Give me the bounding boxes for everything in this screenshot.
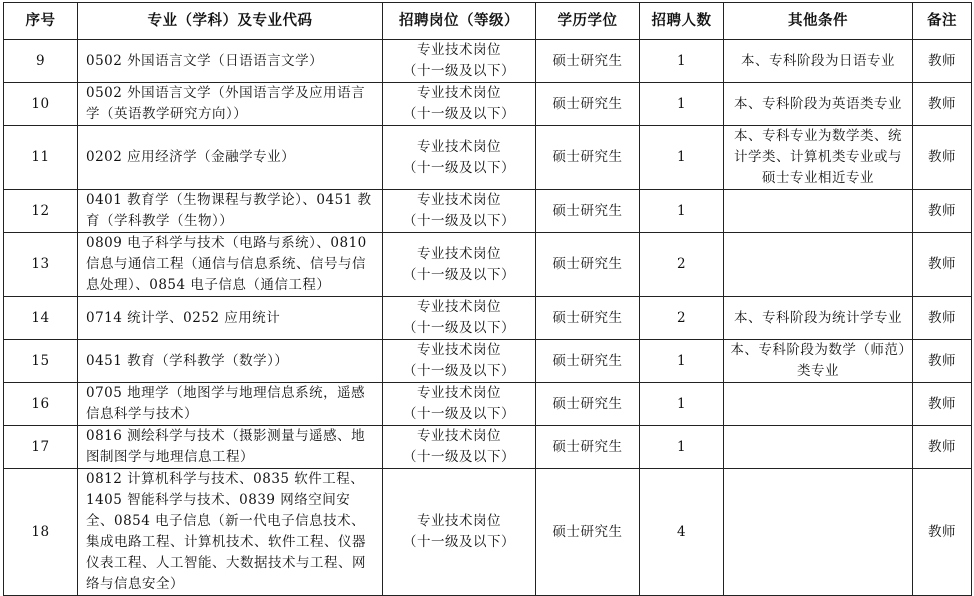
header-degree: 学历学位 <box>536 3 640 40</box>
table-row <box>4 190 972 233</box>
table-row <box>4 83 972 126</box>
row-conditions <box>724 383 913 426</box>
row-post: 专业技术岗位 （十一级及以下） <box>383 383 536 426</box>
row-major: 0502 外国语言文学（外国语言学及应用语言学（英语教学研究方向）） <box>78 83 383 126</box>
row-post: 专业技术岗位 （十一级及以下） <box>383 297 536 340</box>
row-post: 专业技术岗位 （十一级及以下） <box>383 190 536 233</box>
row-no: 11 <box>4 126 78 190</box>
header-row <box>4 3 972 40</box>
row-count: 1 <box>640 83 724 126</box>
row-conditions: 本、专科阶段为英语类专业 <box>724 83 913 126</box>
row-post: 专业技术岗位 （十一级及以下） <box>383 40 536 83</box>
row-major: 0816 测绘科学与技术（摄影测量与遥感、地图制图学与地理信息工程） <box>78 426 383 469</box>
row-count: 2 <box>640 233 724 297</box>
row-note: 教师 <box>913 40 972 83</box>
row-conditions: 本、专科专业为数学类、统计学类、计算机类专业或与硕士专业相近专业 <box>724 126 913 190</box>
row-post: 专业技术岗位 （十一级及以下） <box>383 469 536 596</box>
row-conditions: 本、专科阶段为统计学专业 <box>724 297 913 340</box>
row-conditions <box>724 426 913 469</box>
header-post: 招聘岗位（等级） <box>383 3 536 40</box>
row-no: 13 <box>4 233 78 297</box>
row-no: 14 <box>4 297 78 340</box>
table-row <box>4 126 972 190</box>
table-row <box>4 233 972 297</box>
recruitment-table <box>3 2 972 596</box>
row-count: 1 <box>640 340 724 383</box>
row-no: 9 <box>4 40 78 83</box>
row-degree: 硕士研究生 <box>536 40 640 83</box>
row-note: 教师 <box>913 233 972 297</box>
row-count: 4 <box>640 469 724 596</box>
table-row <box>4 469 972 596</box>
row-count: 1 <box>640 40 724 83</box>
row-note: 教师 <box>913 426 972 469</box>
row-major: 0451 教育（学科教学（数学）） <box>78 340 383 383</box>
row-note: 教师 <box>913 190 972 233</box>
row-degree: 硕士研究生 <box>536 297 640 340</box>
row-note: 教师 <box>913 83 972 126</box>
row-conditions: 本、专科阶段为数学（师范）类专业 <box>724 340 913 383</box>
row-major: 0502 外国语言文学（日语语言文学） <box>78 40 383 83</box>
row-no: 10 <box>4 83 78 126</box>
row-no: 16 <box>4 383 78 426</box>
row-major: 0401 教育学（生物课程与教学论）、0451 教育（学科教学（生物）） <box>78 190 383 233</box>
row-major: 0812 计算机科学与技术、0835 软件工程、1405 智能科学与技术、0839 网络空间安全、0854 电子信息（新一代电子信息技术、集成电路工程、计算机技术、软件工程、仪器仪表工程、人工智能、大数据技术与工程、网络与信息安全） <box>78 469 383 596</box>
row-post: 专业技术岗位 （十一级及以下） <box>383 233 536 297</box>
row-conditions <box>724 469 913 596</box>
row-note: 教师 <box>913 340 972 383</box>
row-no: 12 <box>4 190 78 233</box>
row-conditions <box>724 190 913 233</box>
header-major: 专业（学科）及专业代码 <box>78 3 383 40</box>
row-post: 专业技术岗位 （十一级及以下） <box>383 126 536 190</box>
row-count: 1 <box>640 190 724 233</box>
row-major: 0705 地理学（地图学与地理信息系统，遥感信息科学与技术） <box>78 383 383 426</box>
table-row <box>4 383 972 426</box>
row-count: 2 <box>640 297 724 340</box>
row-major: 0809 电子科学与技术（电路与系统）、0810 信息与通信工程（通信与信息系统、信号与信息处理）、0854 电子信息（通信工程） <box>78 233 383 297</box>
row-degree: 硕士研究生 <box>536 340 640 383</box>
row-degree: 硕士研究生 <box>536 83 640 126</box>
row-degree: 硕士研究生 <box>536 383 640 426</box>
row-degree: 硕士研究生 <box>536 126 640 190</box>
table-row <box>4 340 972 383</box>
row-note: 教师 <box>913 297 972 340</box>
row-degree: 硕士研究生 <box>536 190 640 233</box>
row-post: 专业技术岗位 （十一级及以下） <box>383 340 536 383</box>
row-count: 1 <box>640 126 724 190</box>
row-degree: 硕士研究生 <box>536 426 640 469</box>
row-conditions <box>724 233 913 297</box>
row-conditions: 本、专科阶段为日语专业 <box>724 40 913 83</box>
row-degree: 硕士研究生 <box>536 469 640 596</box>
row-note: 教师 <box>913 469 972 596</box>
row-major: 0202 应用经济学（金融学专业） <box>78 126 383 190</box>
row-count: 1 <box>640 383 724 426</box>
row-post: 专业技术岗位 （十一级及以下） <box>383 426 536 469</box>
table-row <box>4 40 972 83</box>
header-note: 备注 <box>913 3 972 40</box>
header-count: 招聘人数 <box>640 3 724 40</box>
row-note: 教师 <box>913 126 972 190</box>
row-no: 18 <box>4 469 78 596</box>
table-row <box>4 297 972 340</box>
row-note: 教师 <box>913 383 972 426</box>
row-major: 0714 统计学、0252 应用统计 <box>78 297 383 340</box>
row-count: 1 <box>640 426 724 469</box>
row-no: 15 <box>4 340 78 383</box>
row-post: 专业技术岗位 （十一级及以下） <box>383 83 536 126</box>
header-conditions: 其他条件 <box>724 3 913 40</box>
row-no: 17 <box>4 426 78 469</box>
row-degree: 硕士研究生 <box>536 233 640 297</box>
table-row <box>4 426 972 469</box>
header-no: 序号 <box>4 3 78 40</box>
